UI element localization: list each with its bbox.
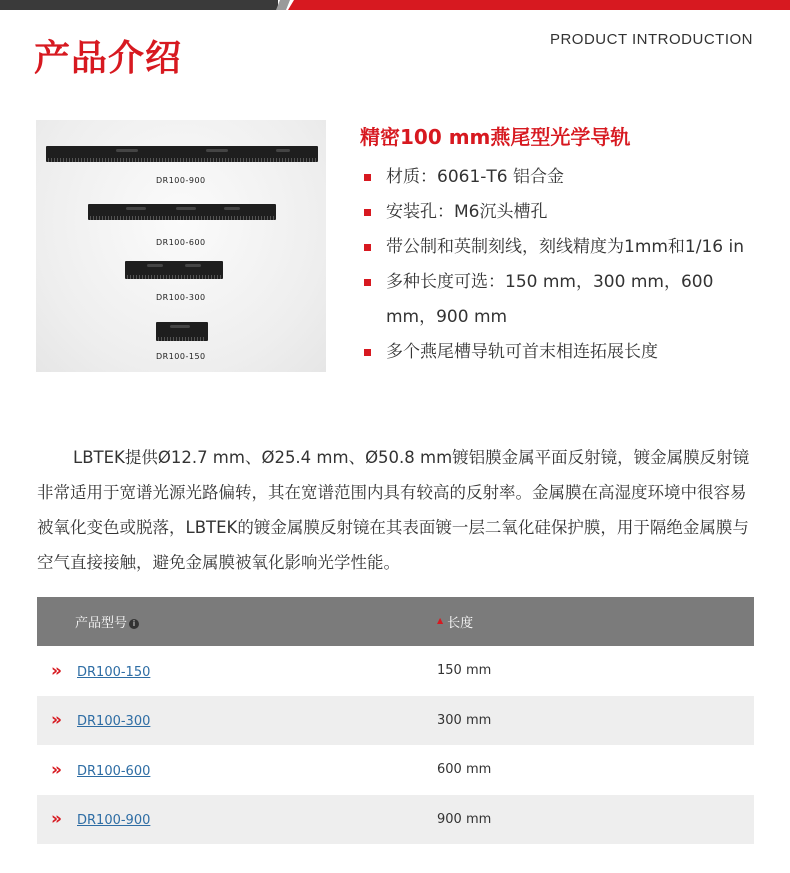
rail-label: DR100-300 xyxy=(156,293,206,302)
banner-red-segment xyxy=(288,0,790,10)
section-subtitle: PRODUCT INTRODUCTION xyxy=(549,31,753,48)
length-cell: 600 mm xyxy=(437,745,754,795)
feature-item: 带公制和英制刻线，刻线精度为1mm和1/16 in xyxy=(364,230,756,265)
model-link[interactable]: DR100-900 xyxy=(77,813,151,829)
double-chevron-right-icon: » xyxy=(51,759,62,780)
feature-item: 安装孔：M6沉头槽孔 xyxy=(364,195,756,230)
double-chevron-right-icon: » xyxy=(51,809,62,830)
table-row xyxy=(37,795,754,845)
double-chevron-right-icon: » xyxy=(51,710,62,731)
rail-label: DR100-600 xyxy=(156,238,206,247)
model-link[interactable]: DR100-600 xyxy=(77,763,151,779)
product-table xyxy=(37,597,754,844)
rail-900-image xyxy=(46,146,318,162)
model-link[interactable]: DR100-150 xyxy=(77,664,151,680)
column-header-model-label: 产品型号 xyxy=(75,616,128,631)
double-chevron-right-icon: » xyxy=(51,660,62,681)
feature-item: 多个燕尾槽导轨可首末相连拓展长度 xyxy=(364,335,756,370)
length-cell: 150 mm xyxy=(437,646,754,696)
product-image xyxy=(36,120,326,372)
banner-dark-segment xyxy=(0,0,278,10)
table-row xyxy=(37,696,754,746)
length-cell: 300 mm xyxy=(437,696,754,746)
sort-up-icon[interactable]: ▲ xyxy=(437,616,444,625)
feature-item: 多种长度可选：150 mm，300 mm，600 mm，900 mm xyxy=(364,265,756,335)
rail-150-image xyxy=(156,322,208,341)
column-header-length[interactable] xyxy=(437,597,754,646)
table-header-row xyxy=(37,597,754,646)
model-link[interactable]: DR100-300 xyxy=(77,714,151,730)
banner-grey-stripe xyxy=(276,0,290,10)
column-header-length-label: 长度 xyxy=(447,616,474,631)
section-title: 产品介绍 xyxy=(34,38,183,79)
product-name: 精密100 mm燕尾型光学导轨 xyxy=(360,125,631,149)
info-icon[interactable]: i xyxy=(129,619,139,629)
feature-list xyxy=(364,160,756,370)
length-cell: 900 mm xyxy=(437,795,754,845)
table-row xyxy=(37,646,754,696)
table-row xyxy=(37,745,754,795)
top-banner xyxy=(0,0,790,10)
rail-label: DR100-900 xyxy=(156,176,206,185)
description-paragraph: LBTEK提供Ø12.7 mm、Ø25.4 mm、Ø50.8 mm镀铝膜金属平面反射镜，镀金属膜反射镜非常适用于宽谱光源光路偏转，其在宽谱范围内具有较高的反射率。金属膜在高湿度环境中很容易被氧化变色或脱落，LBTEK的镀金属膜反射镜在其表面镀一层二氧化硅保护膜，用于隔绝金属膜与空气直接接触，避免金属膜被氧化影响光学性能。 xyxy=(37,448,750,572)
column-header-model[interactable] xyxy=(37,597,437,646)
rail-label: DR100-150 xyxy=(156,352,206,361)
feature-item: 材质：6061-T6 铝合金 xyxy=(364,160,756,195)
rail-300-image xyxy=(125,261,223,279)
rail-600-image xyxy=(88,204,276,220)
